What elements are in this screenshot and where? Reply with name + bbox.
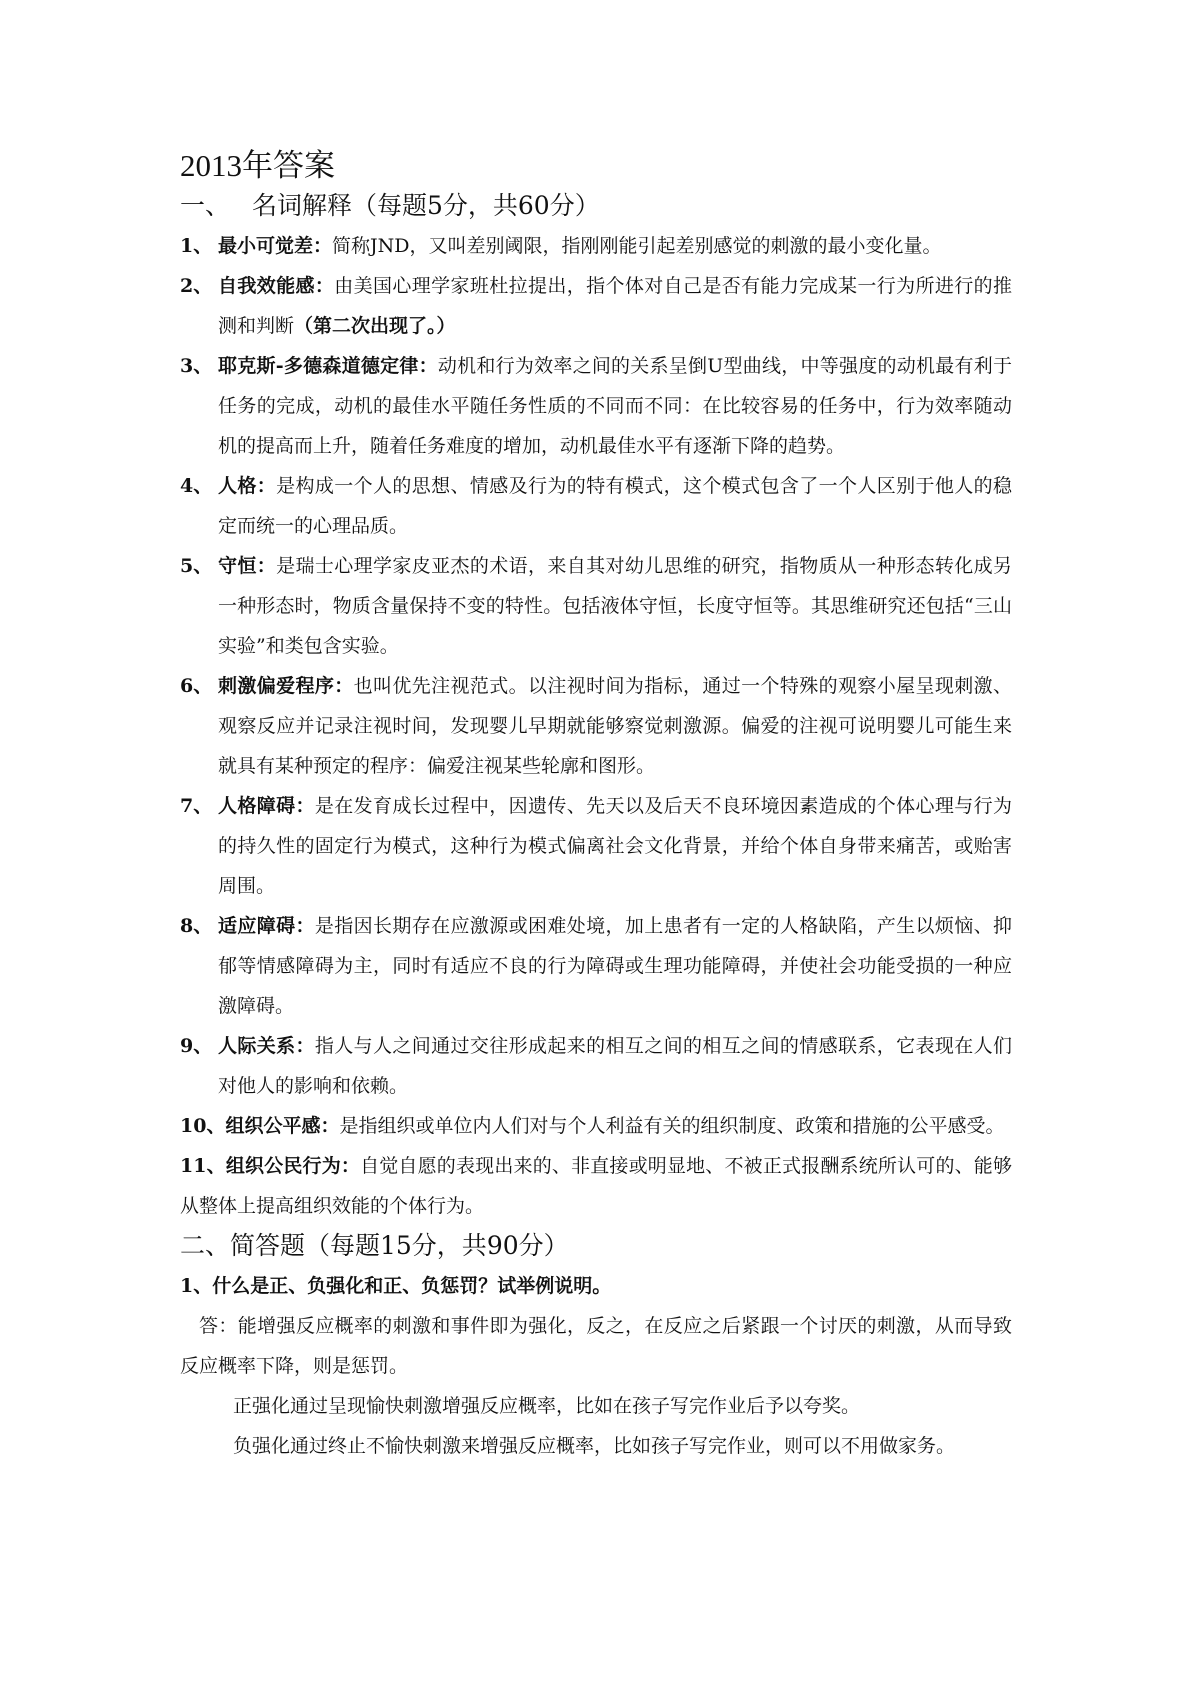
- term-definition: 简称JND，又叫差别阈限，指刚刚能引起差别感觉的刺激的最小变化量。: [332, 235, 942, 257]
- term-definition: 是瑞士心理学家皮亚杰的术语，来自其对幼儿思维的研究，指物质从一种形态转化成另一种形态时，物质含量保持不变的特性。包括液体守恒，长度守恒等。其思维研究还包括“三山实验”和类包含实验。: [218, 555, 1012, 657]
- term-definition: 自觉自愿的表现出来的、非直接或明显地、不被正式报酬系统所认可的、能够从整体上提高组织效能的个体行为。: [180, 1155, 1012, 1217]
- term-name: 刺激偏爱程序：: [218, 675, 354, 697]
- item-number: 7、: [180, 795, 213, 817]
- term-definition: 也叫优先注视范式。以注视时间为指标，通过一个特殊的观察小屋呈现刺激、观察反应并记录注视时间，发现婴儿早期就能够察觉刺激源。偏爱的注视可说明婴儿可能生来就具有某种预定的程序：偏爱注视某些轮廓和图形。: [218, 675, 1012, 777]
- item-number: 11、: [180, 1155, 226, 1177]
- answer-paragraph: 正强化通过呈现愉快刺激增强反应概率，比如在孩子写完作业后予以夸奖。: [233, 1395, 861, 1417]
- term-item: [180, 1106, 1012, 1146]
- item-number: 5、: [180, 555, 213, 577]
- term-definition: 由美国心理学家班杜拉提出，指个体对自己是否有能力完成某一行为所进行的推测和判断: [218, 275, 1012, 337]
- term-name: 人格障碍：: [218, 795, 315, 817]
- term-name: 人际关系：: [218, 1035, 315, 1057]
- term-definition: 动机和行为效率之间的关系呈倒U型曲线，中等强度的动机最有利于任务的完成，动机的最佳水平随任务性质的不同而不同：在比较容易的任务中，行为效率随动机的提高而上升，随着任务难度的增加，动机最佳水平有逐渐下降的趋势。: [218, 355, 1012, 457]
- term-name: 人格：: [218, 475, 277, 497]
- item-number: 4、: [180, 475, 213, 497]
- term-item: [180, 466, 1012, 546]
- term-item: [180, 786, 1012, 906]
- term-definition: 指人与人之间通过交往形成起来的相互之间的相互之间的情感联系，它表现在人们对他人的影响和依赖。: [218, 1035, 1012, 1097]
- answer-paragraph: 负强化通过终止不愉快刺激来增强反应概率，比如孩子写完作业，则可以不用做家务。: [233, 1435, 956, 1457]
- item-number: 8、: [180, 915, 213, 937]
- item-number: 3、: [180, 355, 213, 377]
- term-name: 耶克斯-多德森道德定律：: [218, 355, 438, 377]
- item-number: 9、: [180, 1035, 213, 1057]
- term-definition: 是指因长期存在应激源或困难处境，加上患者有一定的人格缺陷，产生以烦恼、抑郁等情感障碍为主，同时有适应不良的行为障碍或生理功能障碍，并使社会功能受损的一种应激障碍。: [218, 915, 1012, 1017]
- term-name: 组织公平感：: [225, 1115, 340, 1137]
- term-definition: 是指组织或单位内人们对与个人利益有关的组织制度、政策和措施的公平感受。: [339, 1115, 1005, 1137]
- term-item: [180, 346, 1012, 466]
- term-name: 适应障碍：: [218, 915, 315, 937]
- term-name: 守恒：: [218, 555, 277, 577]
- term-definition: 是在发育成长过程中，因遗传、先天以及后天不良环境因素造成的个体心理与行为的持久性的固定行为模式，这种行为模式偏离社会文化背景，并给个体自身带来痛苦，或贻害周围。: [218, 795, 1012, 897]
- term-item: [180, 546, 1012, 666]
- term-name: 组织公民行为：: [225, 1155, 361, 1177]
- answer-text: 答：能增强反应概率的刺激和事件即为强化，反之，在反应之后紧跟一个讨厌的刺激，从而导致反应概率下降，则是惩罚。: [180, 1315, 1012, 1377]
- item-number: 10、: [180, 1115, 226, 1137]
- page-title: 2013年答案: [180, 148, 335, 183]
- item-number: 6、: [180, 675, 213, 697]
- term-item: [180, 226, 1012, 266]
- section-1-heading: [180, 186, 1012, 226]
- term-name: 最小可觉差：: [218, 235, 333, 257]
- term-note: （第二次出现了。）: [294, 315, 456, 337]
- section-1-title: 名词解释（每题5分，共60分）: [252, 191, 600, 220]
- term-item: [180, 906, 1012, 1026]
- section-1-number: 一、: [180, 191, 231, 220]
- term-name: 自我效能感：: [218, 275, 335, 297]
- term-definition: 是构成一个人的思想、情感及行为的特有模式，这个模式包含了一个人区别于他人的稳定而统一的心理品质。: [218, 475, 1012, 537]
- term-item: [180, 666, 1012, 786]
- question-text: 1、什么是正、负强化和正、负惩罚？试举例说明。: [180, 1275, 612, 1297]
- item-number: 1、: [180, 235, 213, 257]
- term-item: [180, 266, 1012, 346]
- term-item: [180, 1026, 1012, 1106]
- item-number: 2、: [180, 275, 213, 297]
- document-body: [180, 146, 1012, 1466]
- term-item: [180, 1146, 1012, 1226]
- section-2-heading: 二、简答题（每题15分，共90分）: [180, 1231, 569, 1260]
